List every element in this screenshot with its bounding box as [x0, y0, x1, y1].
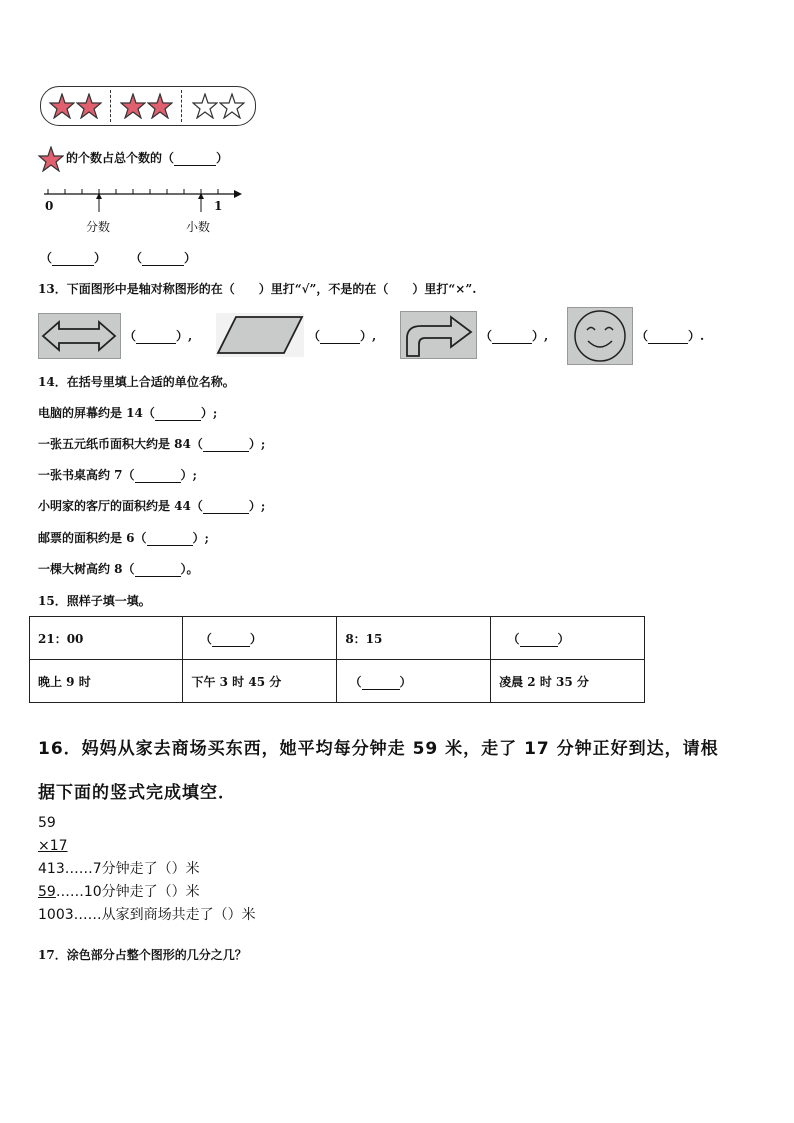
q14-item: 小明家的客厅的面积约是 44（ ）;	[38, 499, 266, 513]
q14-item: 邮票的面积约是 6（ ）;	[38, 531, 209, 545]
q13-title: 13．下面图形中是轴对称图形的在（ ）里打“√”，不是的在（ ）里打“×”.	[38, 282, 477, 296]
star-fraction-question: 的个数占总个数的（ ）	[66, 151, 229, 165]
decimal-label: 小数	[186, 220, 211, 234]
table-cell: 21：00	[30, 617, 183, 660]
answer-blank[interactable]	[320, 331, 360, 344]
decimal-answer: （ ）	[130, 251, 197, 265]
filled-star-icon	[49, 93, 75, 123]
q14-item: 一张书桌高约 7（ ）;	[38, 468, 197, 482]
calc-multiplier: ×17	[38, 838, 68, 854]
answer-blank[interactable]	[147, 533, 193, 546]
q14-item: 一棵大树高约 8（ ）。	[38, 562, 199, 576]
answer-blank[interactable]	[362, 677, 400, 690]
number-line-one: 1	[214, 199, 223, 213]
q17-title: 17．涂色部分占整个图形的几分之几？	[38, 948, 247, 962]
filled-star-icon	[120, 93, 146, 123]
table-cell: 下午 3 时 45 分	[183, 660, 337, 703]
table-cell: （ ）	[183, 617, 337, 660]
table-row	[30, 660, 645, 703]
vertical-calculation	[38, 812, 256, 927]
answer-blank[interactable]	[648, 331, 688, 344]
answer-blank[interactable]	[203, 501, 249, 514]
time-table	[29, 616, 645, 703]
calc-row: 1003……从家到商场共走了（）米	[38, 907, 256, 923]
divider	[110, 90, 111, 122]
divider	[181, 90, 182, 122]
answer-blank[interactable]	[520, 634, 558, 647]
table-row	[30, 617, 645, 660]
answer-blank[interactable]	[135, 564, 181, 577]
q14-item: 一张五元纸币面积大约是 84（ ）;	[38, 437, 266, 451]
table-cell: 8：15	[337, 617, 491, 660]
answer-blank[interactable]	[174, 153, 216, 166]
table-cell: （ ）	[491, 617, 645, 660]
table-cell: 凌晨 2 时 35 分	[491, 660, 645, 703]
table-cell: （ ）	[337, 660, 491, 703]
q13-answer-2: （ ）,	[308, 329, 377, 343]
q14-title: 14．在括号里填上合适的单位名称。	[38, 375, 235, 389]
answer-blank[interactable]	[212, 634, 250, 647]
double-arrow-icon	[38, 313, 121, 359]
curved-arrow-icon	[400, 311, 477, 359]
q16-line1: 16．妈妈从家去商场买东西，她平均每分钟走 59 米，走了 17 分钟正好到达，请根	[38, 739, 719, 759]
q16-line2: 据下面的竖式完成填空．	[38, 783, 236, 803]
fraction-label: 分数	[86, 220, 111, 234]
q15-title: 15．照样子填一填。	[38, 594, 151, 608]
filled-star-icon	[38, 146, 64, 176]
calc-row: 59……10分钟走了（）米	[38, 884, 200, 900]
q14-item: 电脑的屏幕约是 14（ ）;	[38, 406, 218, 420]
answer-blank[interactable]	[136, 331, 176, 344]
answer-blank[interactable]	[142, 253, 184, 266]
filled-star-icon	[76, 93, 102, 123]
calc-row: 413……7分钟走了（）米	[38, 861, 200, 877]
fraction-answer: （ ）	[40, 251, 107, 265]
q13-answer-4: （ ）.	[636, 329, 705, 343]
answer-blank[interactable]	[203, 439, 249, 452]
answer-blank[interactable]	[492, 331, 532, 344]
answer-blank[interactable]	[52, 253, 94, 266]
smiley-face-icon	[567, 307, 633, 365]
filled-star-icon	[147, 93, 173, 123]
answer-blank[interactable]	[155, 408, 201, 421]
q13-answer-3: （ ）,	[480, 329, 549, 343]
empty-star-icon	[219, 93, 245, 123]
answer-blank[interactable]	[135, 470, 181, 483]
calc-top: 59	[38, 815, 56, 831]
number-line-zero: 0	[45, 199, 54, 213]
empty-star-icon	[192, 93, 218, 123]
table-cell: 晚上 9 时	[30, 660, 183, 703]
parallelogram-icon	[216, 313, 304, 357]
q13-answer-1: （ ）,	[124, 329, 193, 343]
